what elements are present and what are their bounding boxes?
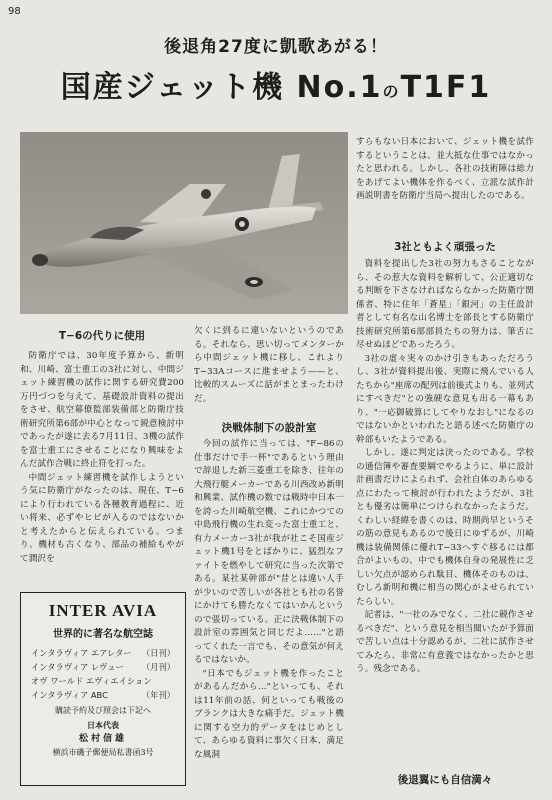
- jet-aircraft-illustration: [20, 132, 348, 314]
- paragraph: しかし、遂に判定は決ったのである。学校の通信簿や審査要綱でやるように、単に設計計画書だけによられず、会社自体のあらゆる点にわたって検討が行われたようだが、3社とも優劣は簡単につけられなかったようだ。くわしい経緯を書くのは、時期尚早というその筋の意見もあるので後日にゆずるが、川崎機は装備関係に優れT−33へすぐ移るには都合がよいもの、中でも機体自身の発展性に乏しい欠点が認められ駄目、機体そのものは、むしろ新明和機に相当の関心がよせられていたらしい。: [356, 448, 534, 607]
- ad-item: [21, 688, 185, 702]
- paragraph: すらもない日本において、ジェット機を試作するということは、並大抵な仕事ではなかったと思われる。しかし、各社の技術陣は総力をあげてよい機体を作るべく、立派な試作計画説明書を防衛庁当局へ提出したのである。: [356, 137, 534, 201]
- section-heading-2: 決戦体制下の設計室: [221, 422, 317, 434]
- inter-avia-advertisement: [20, 592, 186, 786]
- ad-item-name: インタラヴィア レヴュー: [31, 662, 124, 672]
- ad-item: [21, 660, 185, 674]
- ad-item: [21, 646, 185, 660]
- section-heading-3: 3社ともよく頑張った: [394, 241, 496, 253]
- ad-item-name: インタラヴィア エアレター: [31, 648, 132, 658]
- headline-particle: の: [382, 82, 401, 101]
- headline-part1: 国産ジェット機 No.1: [60, 70, 383, 105]
- column-2-top-text: [194, 325, 344, 406]
- aircraft-photo: [20, 132, 348, 314]
- paragraph: 今回の試作に当っては、"F−86の仕事だけで手一杯"であるという理由で辞退した新三菱重工を除き、往年の大飛行艇メーカーである川西改め新明和興業、試作機の数では戦時中日本一を誇った川崎航空機、これにかつての中島飛行機の生れ変った富士重工と、有力メーカー3社が我が社こそ国産ジェット機1号をとばかりに、猛烈なファイトを燃やして研究に当った次第である。某社某幹部が"昔とは違い人手が少いので苦しいが各社とも社の名誉にかけても勝たなくてはいかんというので張切っている。正に決戦体制下の設計室の雰囲気と同じだよ……"と語ってくれた一言でも、その意気が何えるではないか。: [194, 439, 344, 665]
- section-heading-1: T−6の代りに使用: [58, 330, 146, 342]
- ad-item-name: オヴ ワールド エヴィエイション: [31, 676, 152, 686]
- ad-item-frequency: （日刊）: [141, 648, 175, 658]
- paragraph: 防衛庁では、30年度予算から、新明和、川崎、富士重工の3社に対し、中間ジェット練習機の試作に関する研究費200万円づつを与えて、基礎設計資料の提出をさせ、航空幕僚監部装備部と防衛庁技術研究所第6部が中心となって鋭意検討中であったが遂に去る7月11日、3機の試作を富士重工にさせることになり興味をよんだ試作合戦に終止符を打った。: [20, 351, 184, 469]
- column-1-text: [20, 350, 184, 566]
- ad-item-frequency: （月刊）: [141, 662, 175, 672]
- paragraph: "日本でもジェット機を作ったことがあるんだから…"といっても、それは11年前の話、何といっても戦後のブランクは大きな痛手だ。ジェット機に関する空力的データをはじめとして、あらゆる資料に事欠く日本、満足な風洞: [194, 668, 344, 760]
- ad-item: [21, 674, 185, 688]
- ad-representative-name: 松村信雄: [78, 734, 127, 744]
- ad-title: INTER AVIA: [48, 601, 158, 620]
- paragraph: 中間ジェット練習機を試作しようという気に防衛庁がなったのは、現在、T−6により行われている各種教育過程に、近い将来、必ずやヒビが入るのではないかと考えたからと伝えられている。つまり、機材も古くなり、部品の補給もやがて潤沢を: [20, 472, 184, 564]
- ad-item-name: インタラヴィア ABC: [31, 690, 108, 700]
- paragraph: 欠くに到るに違いないというのである。それなら、思い切ってメンターから中間ジェット機に移し、これよりT−33Aコースに進ませよう——と、比較的スムーズに話がまとまったわけだ。: [194, 326, 344, 404]
- article-headline: [0, 62, 552, 106]
- paragraph: 記者は、"一社のみでなく、二社に競作させるべきだ"、という意見を相当聞いたが予算面で苦しい点は十分認めるが、二社に試作させてみたら、非常に有意義ではなかったかと思う。残念である。: [356, 610, 534, 674]
- page-number: 98: [8, 6, 21, 17]
- ad-representative-label: 日本代表: [87, 720, 119, 730]
- section-heading-4: 後退翼にも自信満々: [397, 774, 493, 786]
- ad-subscription-note: 購読予約及び照会は下記へ: [55, 706, 151, 715]
- article-kicker: 後退角27度に凱歌あがる！: [164, 37, 388, 57]
- column-3-top-text: [356, 136, 534, 204]
- ad-address: 横浜市磯子郵便局私書函3号: [52, 748, 154, 757]
- paragraph: 3社の虚々実々のかけ引きもあっただろうし、3社が資料提出後、実際に飛んでいる人たちから"座席の配列は前後式よりも、並列式にすべきだ"との強硬な意見も出る一幕もあり、"一応御破算にしてやりなおし"になるのではないかといわれたと語る述べた防衛庁の幹部もいたようである。: [356, 353, 534, 445]
- column-3-text: [356, 258, 534, 677]
- ad-item-frequency: （年刊）: [141, 690, 175, 700]
- headline-part2: T1F1: [400, 70, 492, 105]
- ad-subtitle: 世界的に著名な航空誌: [53, 629, 153, 640]
- paragraph: 資料を提出した3社の努力もさることながら、その惹大な資料を解析して、公正適切なる判断を下さなければならなかった防衛庁関係者、特に住年「蒼星」「銀河」の主任設計者として有名な山名博士を部長とする防衛庁技術研究所第6部部員たちの努力は、筆舌に尽せぬほどであったろう。: [356, 259, 534, 350]
- column-2-text: [194, 438, 344, 762]
